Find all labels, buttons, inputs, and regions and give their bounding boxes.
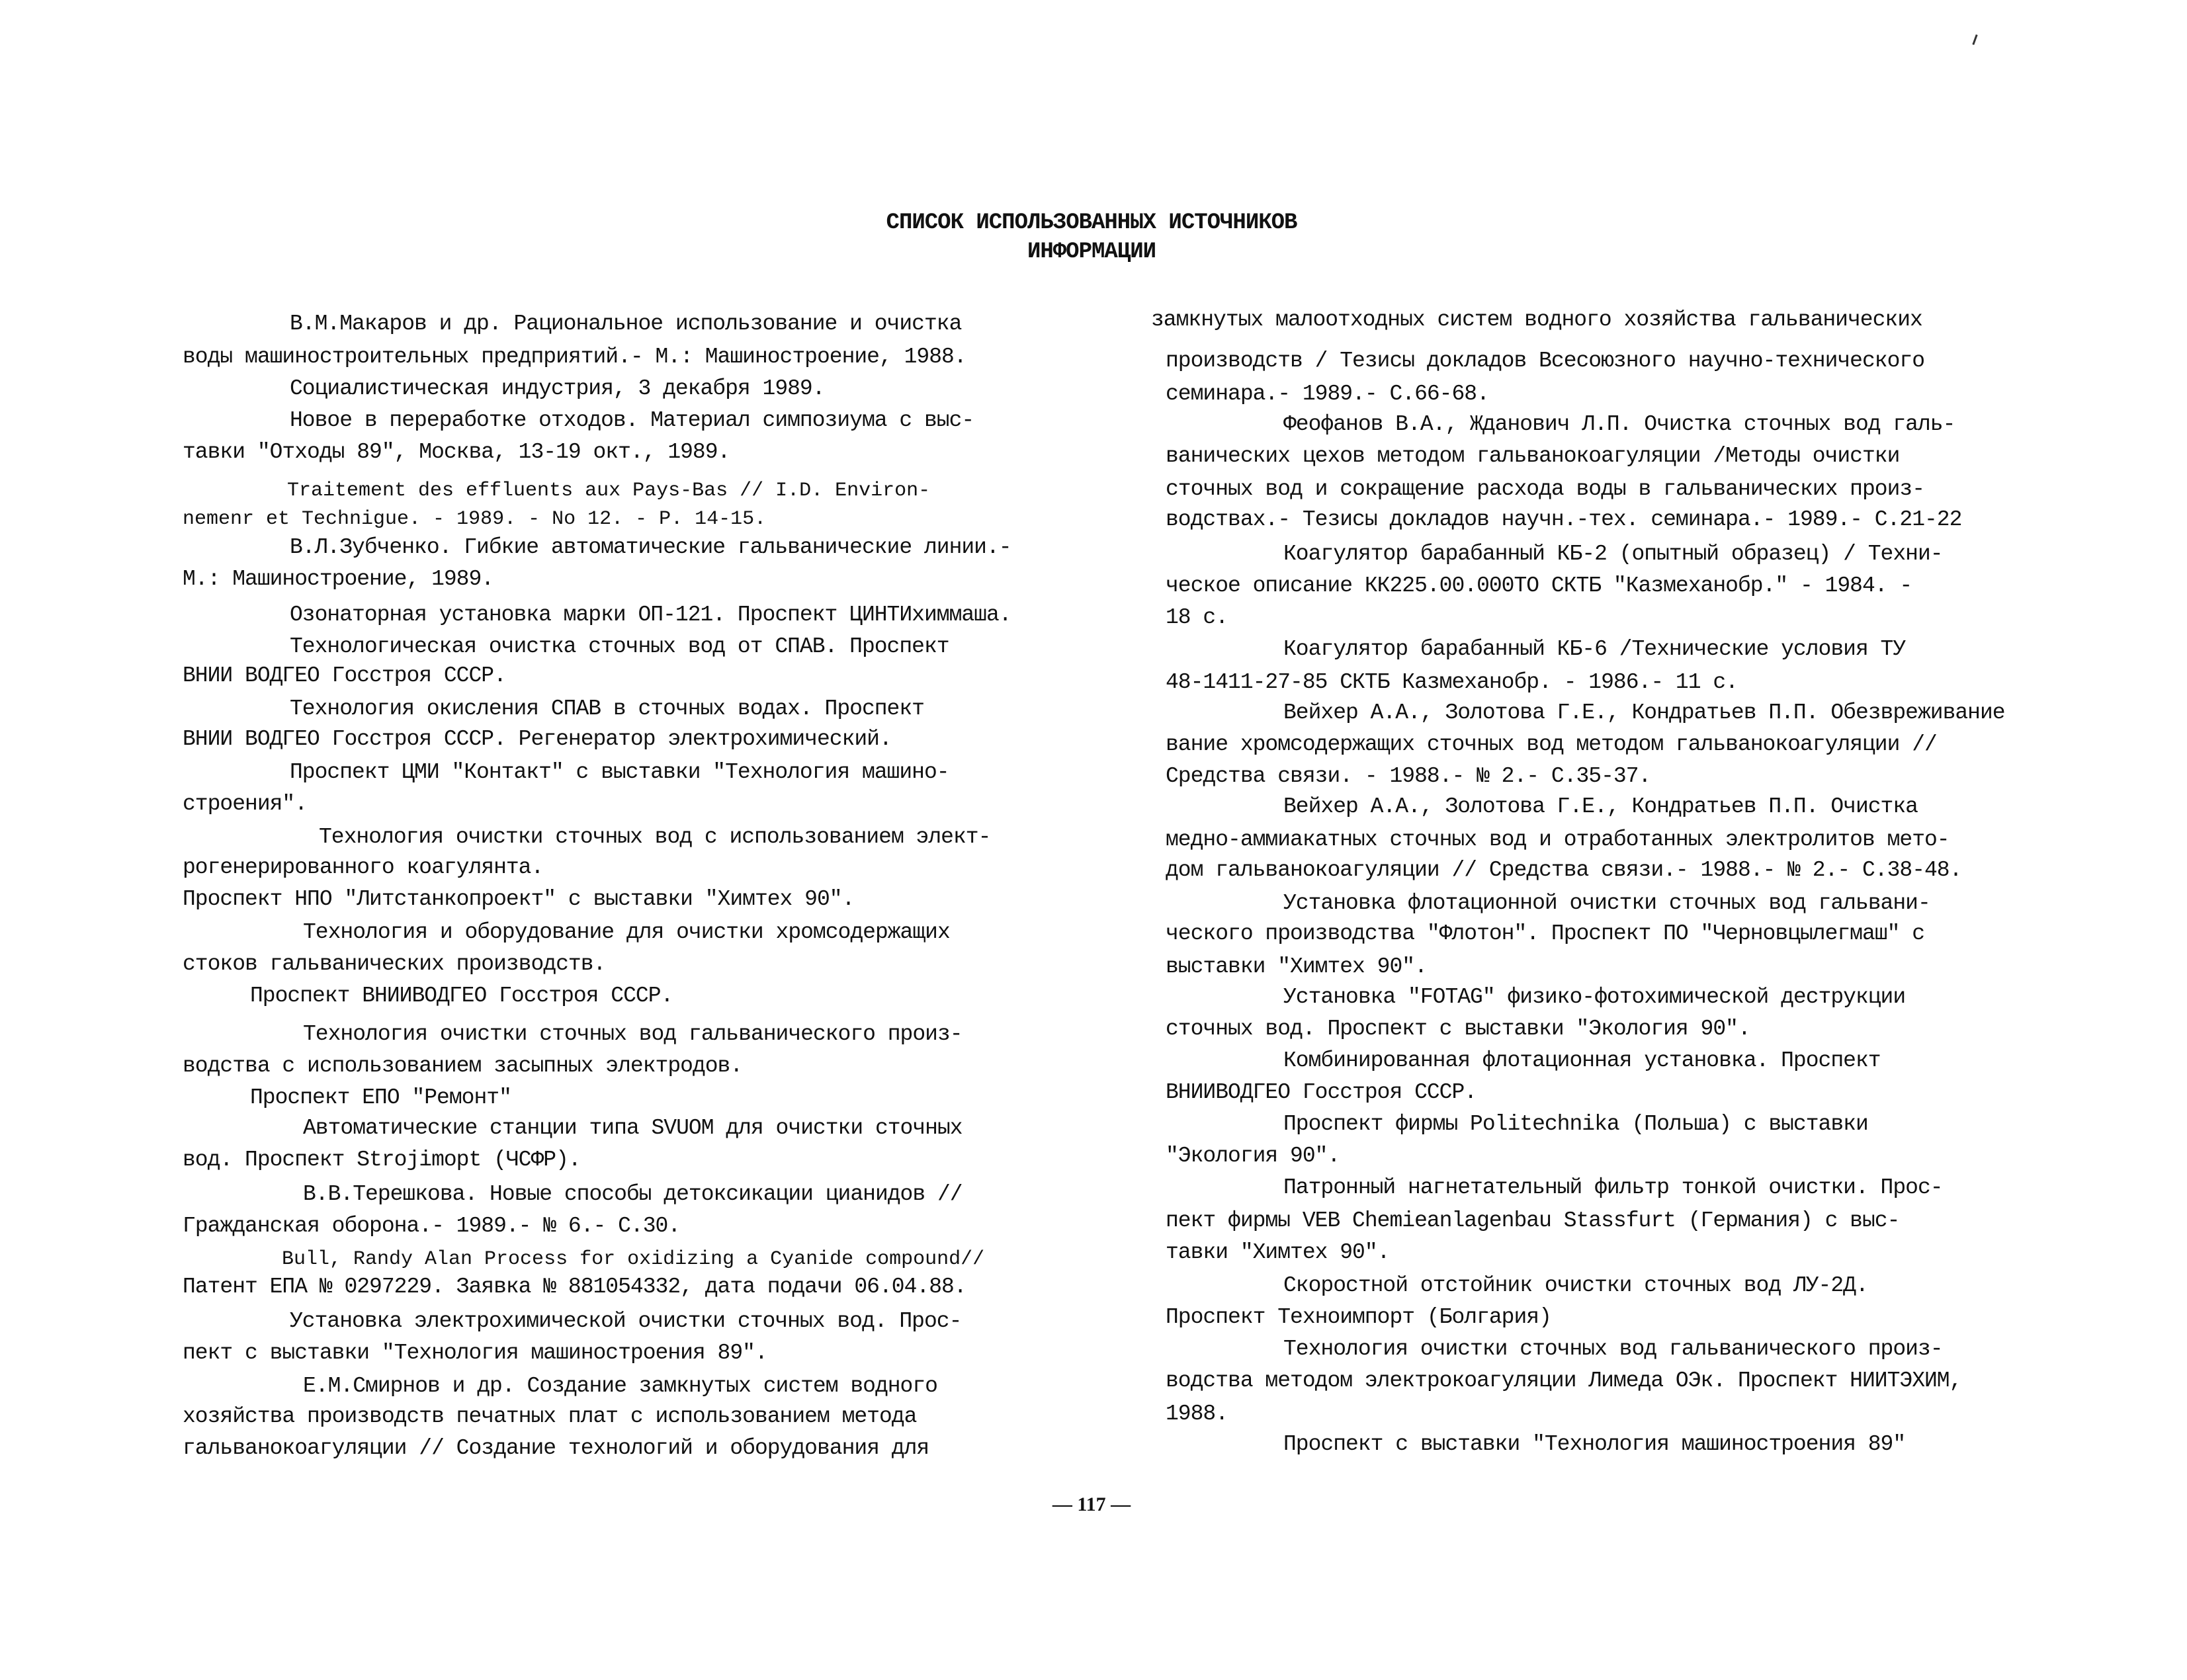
ref-line: Озонаторная установка марки ОП-121. Проспект ЦИНТИхиммаша. <box>290 603 1011 627</box>
ref-line: производств / Тезисы докладов Всесоюзного научно-технического <box>1166 349 1924 373</box>
ref-line: Проспект ЦМИ "Контакт" с выставки "Технология машино- <box>290 760 949 784</box>
ref-line: пект фирмы VEB Chemieanlagenbau Stassfurt (Германия) с выс- <box>1166 1208 1900 1233</box>
ref-line: nemenr et Technigue. - 1989. - No 12. - P. 14-15. <box>183 508 767 530</box>
ref-line: Установка электрохимической очистки сточных вод. Прос- <box>290 1309 962 1333</box>
ref-line: Технология очистки сточных вод гальванического произ- <box>303 1022 963 1046</box>
ref-line: Технология и оборудование для очистки хромсодержащих <box>303 920 950 945</box>
stray-mark <box>1972 34 1977 45</box>
ref-line: Комбинированная флотационная установка. Проспект <box>1283 1048 1881 1073</box>
ref-line: М.: Машиностроение, 1989. <box>183 567 494 591</box>
ref-line: семинара.- 1989.- С.66-68. <box>1166 382 1489 406</box>
page-title-line-1: СПИСОК ИСПОЛЬЗОВАННЫХ ИСТОЧНИКОВ <box>886 210 1297 235</box>
ref-line: Технология окисления СПАВ в сточных водах. Проспект <box>290 696 924 721</box>
ref-line: "Экология 90". <box>1166 1144 1340 1168</box>
ref-line: Скоростной отстойник очистки сточных вод ЛУ-2Д. <box>1283 1273 1868 1298</box>
ref-line: Bull, Randy Alan Process for oxidizing a Cyanide compound// <box>282 1248 985 1271</box>
ref-line: Установка "FOTAG" физико-фотохимической деструкции <box>1283 985 1906 1009</box>
ref-line: водствах.- Тезисы докладов научн.-тех. семинара.- 1989.- С.21-22 <box>1166 507 1962 532</box>
ref-line: сточных вод и сокращение расхода воды в гальванических произ- <box>1166 477 1924 501</box>
ref-line: водства с использованием засыпных электродов. <box>183 1054 743 1078</box>
ref-line: рогенерированного коагулянта. <box>183 855 544 880</box>
ref-line: В.М.Макаров и др. Рациональное использование и очистка <box>290 312 962 336</box>
ref-line: Технологическая очистка сточных вод от СПАВ. Проспект <box>290 634 949 659</box>
ref-line: Проспект ВНИИВОДГЕО Госстроя СССР. <box>250 984 673 1008</box>
ref-line: Проспект Техноимпорт (Болгария) <box>1166 1305 1551 1329</box>
page-number: — 117 — <box>1052 1493 1131 1515</box>
ref-line: Е.М.Смирнов и др. Создание замкнутых систем водного <box>303 1374 937 1398</box>
ref-line: Коагулятор барабанный КБ-2 (опытный образец) / Техни- <box>1283 542 1943 566</box>
ref-line: сточных вод. Проспект с выставки "Экология 90". <box>1166 1017 1750 1041</box>
ref-line: Установка флотационной очистки сточных вод гальвани- <box>1283 891 1930 915</box>
ref-line: ванических цехов методом гальванокоагуляции /Методы очистки <box>1166 444 1900 468</box>
ref-line: Проспект фирмы Politechnika (Польша) с выставки <box>1283 1112 1868 1136</box>
ref-line: ВНИИ ВОДГЕО Госстроя СССР. <box>183 663 506 688</box>
ref-line: Проспект НПО "Литстанкопроект" с выставки "Химтех 90". <box>183 887 855 911</box>
ref-line: В.В.Терешкова. Новые способы детоксикации цианидов // <box>303 1182 963 1206</box>
ref-line: Traitement des effluents aux Pays-Bas // I.D. Environ- <box>287 480 931 502</box>
ref-line: ческого производства "Флотон". Проспект ПО "Черновцылегмаш" с <box>1166 921 1924 946</box>
ref-line: замкнутых малоотходных систем водного хозяйства гальванических <box>1151 308 1922 332</box>
ref-line: Социалистическая индустрия, 3 декабря 1989. <box>290 376 825 401</box>
page-title-line-2: ИНФОРМАЦИИ <box>1027 239 1156 265</box>
ref-line: Коагулятор барабанный КБ-6 /Технические условия ТУ <box>1283 637 1906 661</box>
ref-line: Проспект ЕПО "Ремонт" <box>250 1085 511 1110</box>
ref-line: дом гальванокоагуляции // Средства связи.- 1988.- № 2.- С.38-48. <box>1166 858 1962 882</box>
ref-line: ВНИИ ВОДГЕО Госстроя СССР. Регенератор электрохимический. <box>183 727 892 751</box>
ref-line: строения". <box>183 792 308 816</box>
ref-line: воды машиностроительных предприятий.- М.: Машиностроение, 1988. <box>183 345 966 369</box>
ref-line: хозяйства производств печатных плат с использованием метода <box>183 1404 917 1429</box>
ref-line: ВНИИВОДГЕО Госстроя СССР. <box>1166 1080 1477 1105</box>
ref-line: Гражданская оборона.- 1989.- № 6.- С.30. <box>183 1214 681 1238</box>
ref-line: Вейхер А.А., Золотова Г.Е., Кондратьев П.П. Очистка <box>1283 794 1918 819</box>
ref-line: Технология очистки сточных вод с использованием элект- <box>319 825 991 849</box>
ref-line: вод. Проспект Strojimopt (ЧСФР). <box>183 1148 581 1172</box>
ref-line: В.Л.Зубченко. Гибкие автоматические гальванические линии.- <box>290 535 1011 560</box>
ref-line: Патент ЕПА № 0297229. Заявка № 881054332, дата подачи 06.04.88. <box>183 1275 966 1299</box>
ref-line: Проспект с выставки "Технология машиностроения 89" <box>1283 1432 1906 1456</box>
ref-line: пект с выставки "Технология машиностроения 89". <box>183 1341 767 1365</box>
ref-line: вание хромсодержащих сточных вод методом гальванокоагуляции // <box>1166 732 1937 757</box>
ref-line: Автоматические станции типа SVUOM для очистки сточных <box>303 1116 963 1140</box>
ref-line: Технология очистки сточных вод гальванического произ- <box>1283 1337 1943 1361</box>
ref-line: Средства связи. - 1988.- № 2.- С.35-37. <box>1166 764 1651 788</box>
ref-line: 1988. <box>1166 1402 1228 1426</box>
ref-line: медно-аммиакатных сточных вод и отработанных электролитов мето- <box>1166 827 1950 852</box>
ref-line: Новое в переработке отходов. Материал симпозиума с выс- <box>290 408 974 433</box>
ref-line: тавки "Отходы 89", Москва, 13-19 окт., 1989. <box>183 440 730 464</box>
ref-line: стоков гальванических производств. <box>183 952 606 976</box>
ref-line: 18 с. <box>1166 605 1228 630</box>
ref-line: ческое описание КК225.00.000ТО СКТБ "Казмеханобр." - 1984. - <box>1166 573 1912 598</box>
ref-line: выставки "Химтех 90". <box>1166 954 1427 979</box>
ref-line: Патронный нагнетательный фильтр тонкой очистки. Прос- <box>1283 1175 1943 1200</box>
ref-line: 48-1411-27-85 СКТБ Казмеханобр. - 1986.- 11 с. <box>1166 670 1738 694</box>
ref-line: водства методом электрокоагуляции Лимеда ОЭк. Проспект НИИТЭХИМ, <box>1166 1368 1962 1393</box>
ref-line: гальванокоагуляции // Создание технологий и оборудования для <box>183 1436 929 1460</box>
ref-line: Вейхер А.А., Золотова Г.Е., Кондратьев П.П. Обезвреживание <box>1283 700 2005 725</box>
ref-line: Феофанов В.А., Жданович Л.П. Очистка сточных вод галь- <box>1283 412 1955 437</box>
ref-line: тавки "Химтех 90". <box>1166 1240 1390 1265</box>
